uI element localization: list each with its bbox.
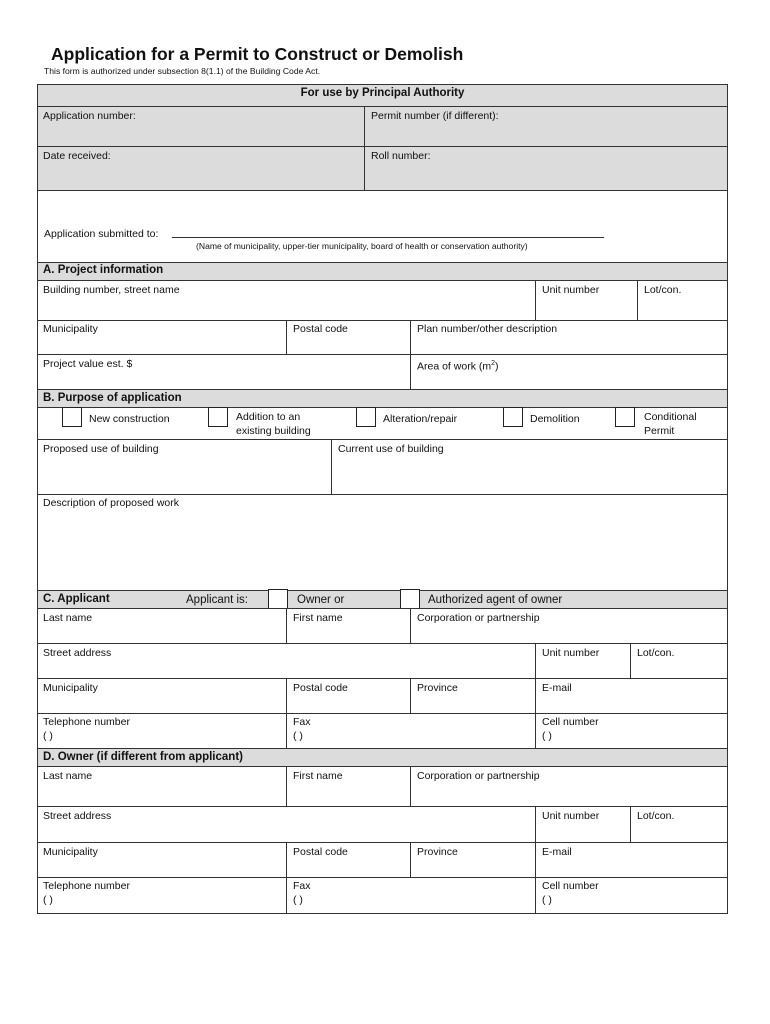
c-lot-con-label: Lot/con. xyxy=(637,647,675,659)
d-lot-con-field[interactable] xyxy=(630,806,728,843)
submitted-to-hint: (Name of municipality, upper-tier municipality, board of health or conservation authority) xyxy=(196,241,528,251)
c-lot-con-field[interactable] xyxy=(630,643,728,679)
building-number-label: Building number, street name xyxy=(43,284,180,296)
d-corporation-label: Corporation or partnership xyxy=(417,770,540,782)
d-first-name-field[interactable] xyxy=(286,766,411,807)
d-province-field[interactable] xyxy=(410,842,536,878)
d-telephone-field[interactable] xyxy=(37,877,287,914)
a-municipality-field[interactable] xyxy=(37,320,287,355)
d-province-label: Province xyxy=(417,846,458,858)
c-corporation-field[interactable] xyxy=(410,608,728,644)
addition-label-line1: Addition to an xyxy=(236,411,301,423)
c-unit-number-label: Unit number xyxy=(542,647,600,659)
c-last-name-label: Last name xyxy=(43,612,93,624)
d-telephone-label: Telephone number xyxy=(43,880,130,892)
submitted-to-label: Application submitted to: xyxy=(44,228,159,240)
form-subtitle: This form is authorized under subsection 8(1.1) of the Building Code Act. xyxy=(44,66,321,76)
d-unit-number-label: Unit number xyxy=(542,810,600,822)
description-field[interactable] xyxy=(37,494,728,591)
d-first-name-label: First name xyxy=(293,770,343,782)
authorized-agent-checkbox[interactable] xyxy=(400,589,420,609)
date-received-field[interactable] xyxy=(37,146,365,191)
application-number-field[interactable] xyxy=(37,106,365,147)
c-email-field[interactable] xyxy=(535,678,728,714)
d-cell-field[interactable] xyxy=(535,877,728,914)
conditional-label-line2: Permit xyxy=(644,425,675,437)
project-value-label: Project value est. $ xyxy=(43,358,133,370)
applicant-is-label: Applicant is: xyxy=(186,594,249,606)
d-last-name-field[interactable] xyxy=(37,766,287,807)
section-c-heading: C. Applicant xyxy=(37,590,728,609)
area-of-work-field[interactable] xyxy=(410,354,728,390)
d-postal-code-field[interactable] xyxy=(286,842,411,878)
section-d-heading: D. Owner (if different from applicant) xyxy=(37,748,728,767)
d-street-address-label: Street address xyxy=(43,810,112,822)
c-telephone-field[interactable] xyxy=(37,713,287,749)
section-a-heading: A. Project information xyxy=(37,262,728,281)
c-last-name-field[interactable] xyxy=(37,608,287,644)
alteration-checkbox[interactable] xyxy=(356,407,376,427)
principal-authority-heading: For use by Principal Authority xyxy=(37,84,728,107)
c-first-name-label: First name xyxy=(293,612,343,624)
a-postal-code-field[interactable] xyxy=(286,320,411,355)
c-telephone-label: Telephone number xyxy=(43,716,130,728)
c-cell-label: Cell number xyxy=(542,716,599,728)
addition-checkbox[interactable] xyxy=(208,407,228,427)
c-street-address-label: Street address xyxy=(43,647,112,659)
d-fax-paren: ( ) xyxy=(293,894,303,906)
a-municipality-label: Municipality xyxy=(43,323,98,335)
c-municipality-label: Municipality xyxy=(43,682,98,694)
c-municipality-field[interactable] xyxy=(37,678,287,714)
current-use-field[interactable] xyxy=(331,439,728,495)
authorized-agent-label: Authorized agent of owner xyxy=(428,594,563,606)
c-fax-label: Fax xyxy=(293,716,311,728)
building-number-field[interactable] xyxy=(37,280,536,321)
application-number-label: Application number: xyxy=(43,110,136,122)
d-cell-label: Cell number xyxy=(542,880,599,892)
c-corporation-label: Corporation or partnership xyxy=(417,612,540,624)
d-municipality-label: Municipality xyxy=(43,846,98,858)
a-unit-number-label: Unit number xyxy=(542,284,600,296)
d-fax-field[interactable] xyxy=(286,877,536,914)
conditional-permit-checkbox[interactable] xyxy=(615,407,635,427)
c-province-label: Province xyxy=(417,682,458,694)
a-lot-con-field[interactable] xyxy=(637,280,728,321)
d-corporation-field[interactable] xyxy=(410,766,728,807)
a-lot-con-label: Lot/con. xyxy=(644,284,682,296)
c-unit-number-field[interactable] xyxy=(535,643,631,679)
d-unit-number-field[interactable] xyxy=(535,806,631,843)
roll-number-label: Roll number: xyxy=(371,150,431,162)
alteration-label: Alteration/repair xyxy=(383,413,458,425)
demolition-label: Demolition xyxy=(530,413,580,425)
proposed-use-field[interactable] xyxy=(37,439,332,495)
d-email-label: E-mail xyxy=(542,846,572,858)
permit-number-label: Permit number (if different): xyxy=(371,110,499,122)
owner-or-label: Owner or xyxy=(297,594,345,606)
proposed-use-label: Proposed use of building xyxy=(43,443,159,455)
description-label: Description of proposed work xyxy=(43,497,179,509)
c-first-name-field[interactable] xyxy=(286,608,411,644)
addition-label-line2: existing building xyxy=(236,425,311,437)
c-street-address-field[interactable] xyxy=(37,643,536,679)
section-b-heading: B. Purpose of application xyxy=(37,389,728,408)
c-postal-code-label: Postal code xyxy=(293,682,348,694)
d-cell-paren: ( ) xyxy=(542,894,552,906)
c-postal-code-field[interactable] xyxy=(286,678,411,714)
form-title: Application for a Permit to Construct or Demolish xyxy=(51,44,464,64)
d-postal-code-label: Postal code xyxy=(293,846,348,858)
c-cell-field[interactable] xyxy=(535,713,728,749)
d-telephone-paren: ( ) xyxy=(43,894,53,906)
area-of-work-label: Area of work $(m^2)$ xyxy=(417,360,499,373)
current-use-label: Current use of building xyxy=(338,443,444,455)
roll-number-field[interactable] xyxy=(364,146,728,191)
c-province-field[interactable] xyxy=(410,678,536,714)
c-email-label: E-mail xyxy=(542,682,572,694)
date-received-label: Date received: xyxy=(43,150,111,162)
d-last-name-label: Last name xyxy=(43,770,93,782)
d-municipality-field[interactable] xyxy=(37,842,287,878)
new-construction-label: New construction xyxy=(89,413,170,425)
plan-number-label: Plan number/other description xyxy=(417,323,558,335)
c-telephone-paren: ( ) xyxy=(43,730,53,742)
a-postal-code-label: Postal code xyxy=(293,323,348,335)
d-lot-con-label: Lot/con. xyxy=(637,810,675,822)
c-cell-paren: ( ) xyxy=(542,730,552,742)
owner-checkbox[interactable] xyxy=(268,589,288,609)
plan-number-field[interactable] xyxy=(410,320,728,355)
d-street-address-field[interactable] xyxy=(37,806,536,843)
d-email-field[interactable] xyxy=(535,842,728,878)
conditional-label-line1: Conditional xyxy=(644,411,697,423)
c-fax-paren: ( ) xyxy=(293,730,303,742)
demolition-checkbox[interactable] xyxy=(503,407,523,427)
c-fax-field[interactable] xyxy=(286,713,536,749)
project-value-field[interactable] xyxy=(37,354,411,390)
a-unit-number-field[interactable] xyxy=(535,280,638,321)
permit-number-field[interactable] xyxy=(364,106,728,147)
d-fax-label: Fax xyxy=(293,880,311,892)
new-construction-checkbox[interactable] xyxy=(62,407,82,427)
submitted-to-input[interactable] xyxy=(172,237,604,238)
